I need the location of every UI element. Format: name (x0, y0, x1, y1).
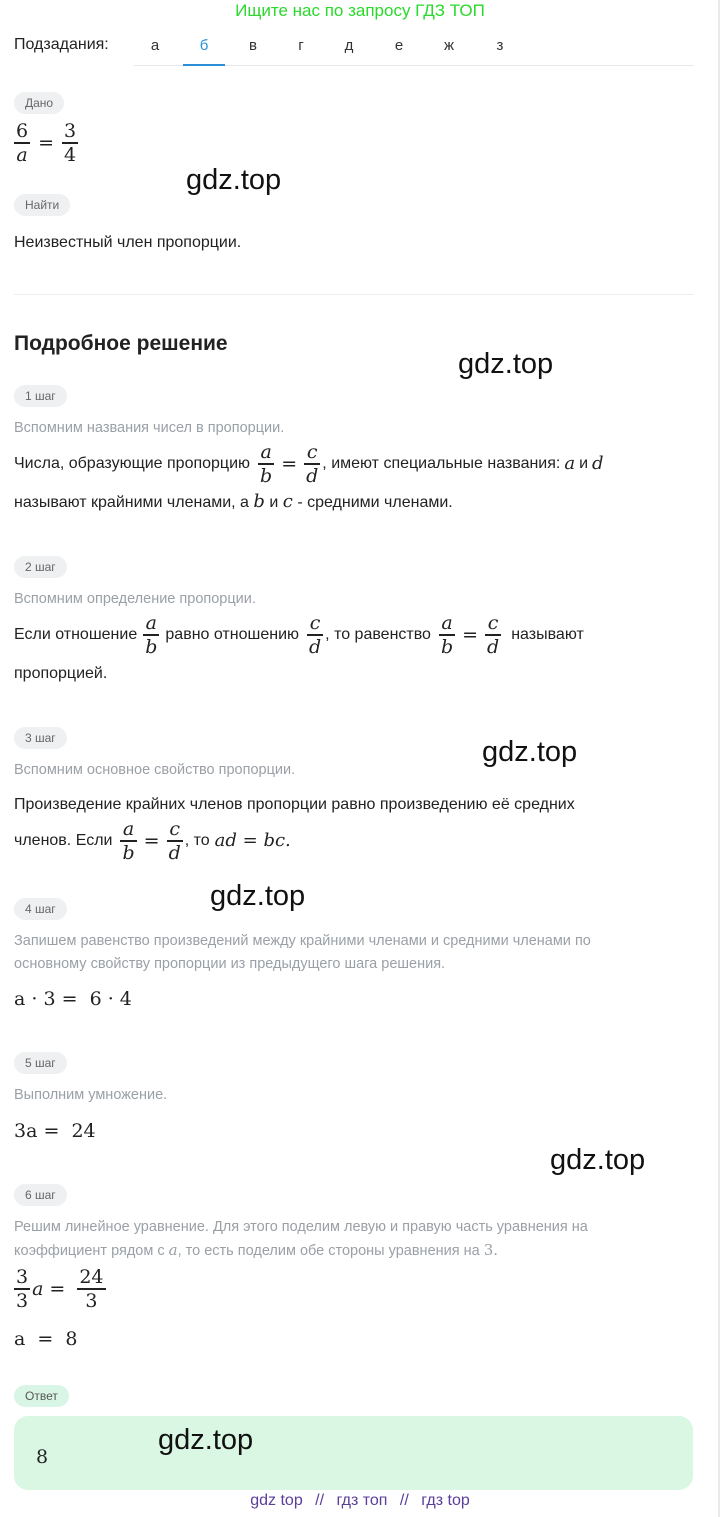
step2-chip: 2 шаг (14, 556, 67, 578)
given-left-fraction (14, 120, 30, 166)
var-d: d (592, 453, 604, 475)
step6-hint-2 (14, 1239, 498, 1263)
tab-g[interactable]: г (298, 37, 304, 54)
fraction-denominator: b (122, 841, 135, 864)
step2-fraction-cd (307, 612, 323, 658)
tab-d[interactable]: д (344, 37, 354, 54)
step1-text: и (579, 454, 589, 472)
step3-fraction-cd (167, 818, 183, 864)
equals-sign: = (49, 1277, 66, 1300)
step6-final: a = 8 (14, 1328, 78, 1350)
step6-right-fraction (77, 1266, 105, 1312)
step1-chip-wrap (14, 385, 67, 407)
step4-hint-1: Запишем равенство произведений между крайними членами и средними членами по (14, 933, 591, 949)
find-chip-wrap (14, 194, 70, 216)
subtasks-tabs (134, 28, 694, 66)
watermark: gdz.top (210, 880, 306, 912)
tab-e[interactable]: е (394, 37, 404, 54)
step1-chip: 1 шаг (14, 385, 67, 407)
fraction-numerator: c (306, 441, 318, 463)
var-c: c (282, 491, 293, 512)
find-text: Неизвестный член пропорции. (14, 234, 242, 251)
step5-hint: Выполним умножение. (14, 1087, 168, 1103)
fraction-denominator: d (306, 464, 319, 487)
fraction-numerator: a (145, 612, 157, 634)
answer-chip-wrap (14, 1385, 69, 1407)
tab-zh[interactable]: ж (443, 37, 455, 54)
fraction-numerator: c (487, 612, 499, 634)
step4-chip-wrap (14, 898, 67, 920)
step3-text: , то (184, 831, 210, 849)
fraction-denominator: d (487, 635, 500, 658)
find-chip: Найти (14, 194, 70, 216)
step4-equation: a · 3 = 6 · 4 (14, 988, 132, 1010)
fraction-numerator: c (169, 818, 180, 840)
answer-chip: Ответ (14, 1385, 69, 1407)
step3-chip-wrap (14, 727, 67, 749)
given-chip: Дано (14, 92, 64, 114)
fraction-denominator: b (145, 635, 158, 658)
fraction-numerator: 24 (79, 1266, 104, 1288)
step2-line2: пропорцией. (14, 665, 108, 682)
step2-text: равно отношению (165, 625, 299, 643)
step2-chip-wrap (14, 556, 67, 578)
step1-fraction-cd (304, 441, 320, 487)
fraction-denominator: 3 (16, 1289, 29, 1312)
watermark: gdz.top (458, 348, 554, 380)
answer-box (14, 1416, 693, 1490)
answer-value: 8 (36, 1446, 49, 1468)
step1-fraction-ab (258, 441, 274, 487)
step3-line1: Произведение крайних членов пропорции равно произведению её средних (14, 796, 575, 813)
footer-separator: // (399, 1492, 409, 1509)
step3-fraction-ab (120, 818, 136, 864)
step6-hint-text: , то есть поделим обе стороны уравнения на (177, 1243, 480, 1259)
watermark: gdz.top (482, 736, 578, 768)
footer-link[interactable]: гдз топ (336, 1492, 388, 1509)
step2-text: , то равенство (325, 625, 431, 643)
var-a: a (564, 453, 576, 475)
step5-equation: 3a = 24 (14, 1120, 96, 1142)
step1-line2 (14, 491, 453, 512)
search-banner: Ищите нас по запросу ГДЗ ТОП (235, 1, 485, 20)
step1-line1 (14, 441, 604, 487)
step5-chip-wrap (14, 1052, 67, 1074)
equals-sign: = (462, 623, 479, 646)
step1-text: , имеют специальные названия: (322, 454, 561, 472)
fraction-denominator: d (168, 841, 181, 864)
given-chip-wrap (14, 92, 64, 114)
step1-text: и (269, 494, 279, 511)
step2-text: называют (511, 625, 584, 643)
fraction-numerator: a (441, 612, 453, 634)
fraction-numerator: a (122, 818, 135, 840)
watermark: gdz.top (550, 1144, 646, 1176)
step2-text: Если отношение (14, 625, 138, 643)
step6-chip: 6 шаг (14, 1184, 67, 1206)
step1-hint: Вспомним названия чисел в пропорции. (14, 420, 285, 436)
fraction-numerator: c (309, 612, 321, 634)
var-b: b (253, 491, 265, 512)
step6-hint-number: 3. (483, 1241, 499, 1259)
watermark: gdz.top (158, 1424, 254, 1456)
step3-result: ad = bc. (214, 830, 291, 852)
given-equation (12, 120, 80, 166)
fraction-denominator: b (440, 635, 454, 658)
fraction-denominator: b (260, 464, 273, 487)
step3-hint: Вспомним основное свойство пропорции. (14, 762, 296, 778)
fraction-numerator: 3 (16, 1266, 29, 1288)
step2-hint: Вспомним определение пропорции. (14, 591, 256, 607)
divider (14, 294, 694, 295)
fraction-numerator: 3 (64, 120, 77, 142)
step2-fraction-ab-2 (439, 612, 455, 658)
footer-link[interactable]: гдз top (421, 1492, 470, 1509)
fraction-denominator: 4 (64, 143, 77, 166)
step2-fraction-ab (143, 612, 159, 658)
step3-text: членов. Если (14, 831, 113, 849)
step6-equation (12, 1266, 108, 1312)
step1-text: Числа, образующие пропорцию (14, 454, 251, 472)
watermark: gdz.top (186, 164, 282, 196)
solution-heading: Подробное решение (14, 332, 228, 355)
step6-left-fraction (14, 1266, 30, 1312)
fraction-denominator: a (16, 143, 28, 166)
fraction-denominator: d (309, 635, 322, 658)
tab-a[interactable]: а (150, 37, 160, 54)
given-right-fraction (62, 120, 78, 166)
fraction-numerator: a (260, 441, 272, 463)
step4-chip: 4 шаг (14, 898, 67, 920)
fraction-denominator: 3 (85, 1289, 98, 1312)
equals-sign: = (38, 131, 55, 154)
footer-separator: // (315, 1492, 325, 1509)
step1-text: называют крайними членами, а (14, 494, 249, 511)
step5-chip: 5 шаг (14, 1052, 67, 1074)
fraction-numerator: 6 (16, 120, 29, 142)
footer-links (0, 1492, 720, 1510)
step4-hint-2: основному свойству пропорции из предыдущего шага решения. (14, 956, 446, 972)
var-a: a (168, 1241, 178, 1259)
equals-sign: = (281, 452, 298, 475)
tab-z[interactable]: з (496, 37, 504, 54)
step3-line2 (14, 818, 291, 864)
step6-chip-wrap (14, 1184, 67, 1206)
footer-link[interactable]: gdz top (250, 1492, 303, 1509)
tab-b[interactable]: б (183, 28, 225, 66)
step2-line1 (14, 612, 584, 658)
step6-hint-text: коэффициент рядом с (14, 1243, 165, 1259)
step1-text: - средними членами. (297, 494, 453, 511)
subtasks-label: Подзадания: (14, 36, 109, 53)
tab-v[interactable]: в (249, 37, 257, 54)
step2-fraction-cd-2 (485, 612, 501, 658)
step6-hint-1: Решим линейное уравнение. Для этого поделим левую и правую часть уравнения на (14, 1219, 588, 1235)
var-a: a (32, 1277, 44, 1300)
equals-sign: = (143, 829, 160, 852)
step3-chip: 3 шаг (14, 727, 67, 749)
